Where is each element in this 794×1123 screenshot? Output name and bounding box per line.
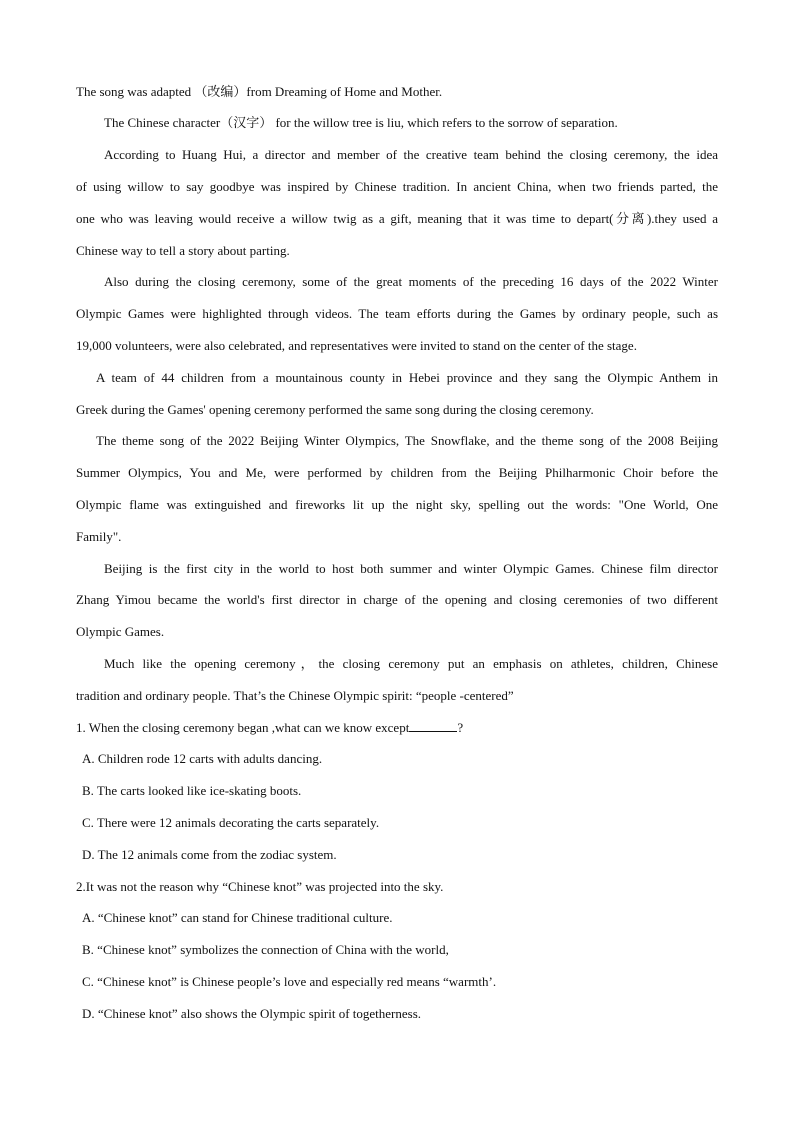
answer-option: B. The carts looked like ice-skating boots. [82,783,302,798]
answer-option: D. The 12 animals come from the zodiac system. [82,847,337,862]
paragraph-line: Zhang Yimou became the world's first director in charge of the opening and closing ceremonies of two different [76,592,718,607]
paragraph-line: Olympic Games. [76,624,165,639]
paragraph-line: The theme song of the 2022 Beijing Winter Olympics, The Snowflake, and the theme song of the 2008 Beijing [96,433,718,448]
paragraph-line: Much like the opening ceremony，the closing ceremony put an emphasis on athletes, children, Chinese [104,656,718,671]
answer-blank [409,720,457,732]
paragraph-line: Olympic Games were highlighted through videos. The team efforts during the Games by ordinary people, such as [76,306,718,321]
answer-option: D. “Chinese knot” also shows the Olympic spirit of togetherness. [82,1006,422,1021]
paragraph-line: of using willow to say goodbye was inspired by Chinese tradition. In ancient China, when two friends parted, the [76,179,718,194]
question-stem-text: 1. When the closing ceremony began ,what can we know except [76,720,410,735]
answer-option: A. Children rode 12 carts with adults dancing. [82,751,323,766]
paragraph-line: 19,000 volunteers, were also celebrated, and representatives were invited to stand on the center of the stage. [76,338,637,353]
question-stem [76,712,463,744]
paragraph-line: Also during the closing ceremony, some of the great moments of the preceding 16 days of the 2022 Winter [104,274,718,289]
paragraph-line: Chinese way to tell a story about parting. [76,243,290,258]
paragraph-line: The Chinese character（汉字） for the willow tree is liu, which refers to the sorrow of separation. [104,115,618,130]
answer-option: C. “Chinese knot” is Chinese people’s love and especially red means “warmth’. [82,974,497,989]
question-stem-end: ? [457,720,464,735]
paragraph-line: Greek during the Games' opening ceremony performed the same song during the closing ceremony. [76,402,594,417]
paragraph-line: Beijing is the first city in the world to host both summer and winter Olympic Games. Chinese film director [104,561,718,576]
paragraph-line: According to Huang Hui, a director and member of the creative team behind the closing ceremony, the idea [104,147,718,162]
question-stem: 2.It was not the reason why “Chinese knot” was projected into the sky. [76,879,444,894]
answer-option: C. There were 12 animals decorating the carts separately. [82,815,380,830]
paragraph-line: A team of 44 children from a mountainous county in Hebei province and they sang the Olympic Anthem in [96,370,718,385]
paragraph-line: tradition and ordinary people. That’s the Chinese Olympic spirit: “people -centered” [76,688,514,703]
paragraph-line: Olympic flame was extinguished and fireworks lit up the night sky, spelling out the words: "One World, One [76,497,718,512]
paragraph-line: one who was leaving would receive a willow twig as a gift, meaning that it was time to depart(分离).they used a [76,211,718,226]
paragraph-line: The song was adapted （改编）from Dreaming of Home and Mother. [76,84,443,99]
paragraph-line: Family". [76,529,122,544]
paragraph-line: Summer Olympics, You and Me, were performed by children from the Beijing Philharmonic Choir before the [76,465,718,480]
answer-option: B. “Chinese knot” symbolizes the connection of China with the world, [82,942,449,957]
answer-option: A. “Chinese knot” can stand for Chinese traditional culture. [82,910,393,925]
